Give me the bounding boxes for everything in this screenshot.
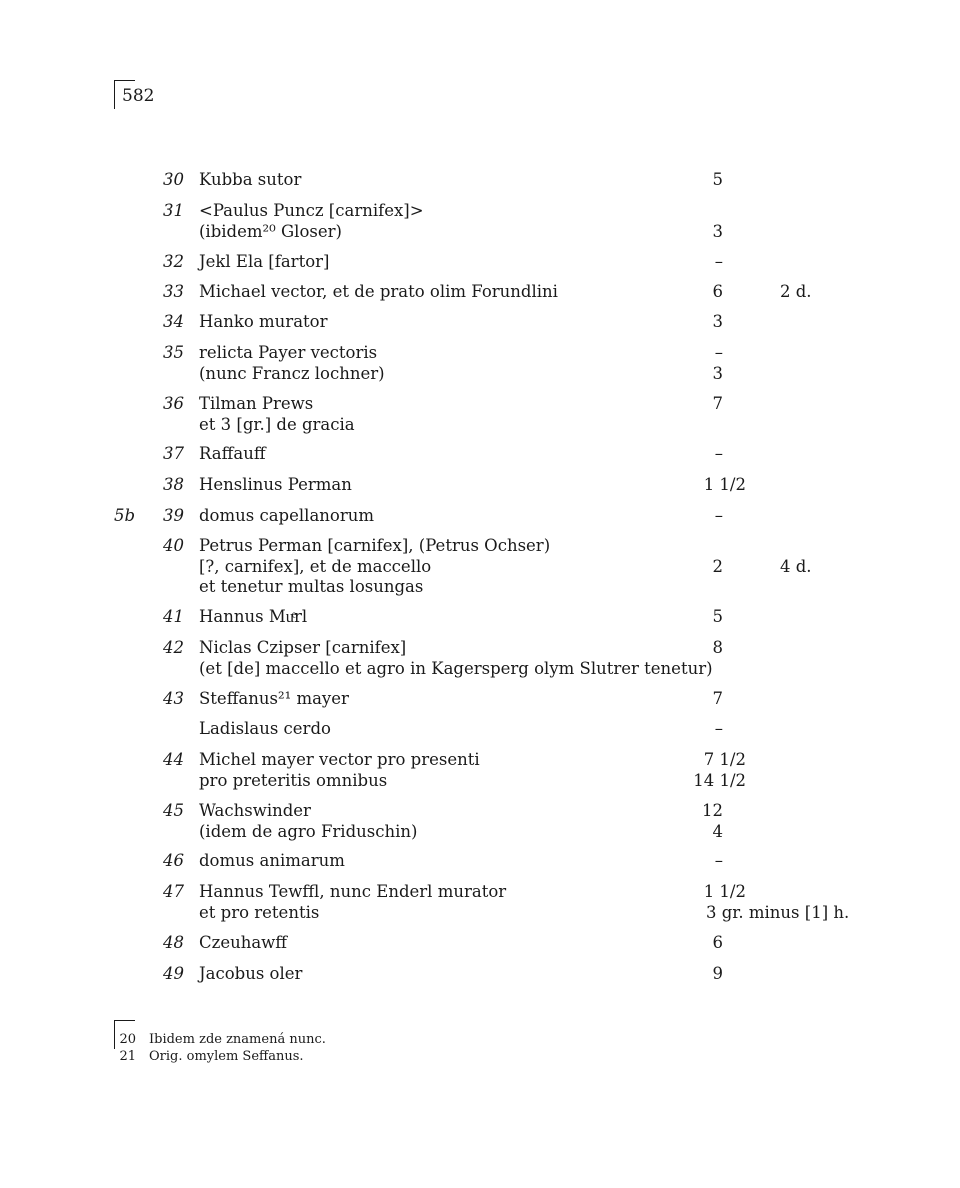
entry-amount: 7 [712,689,723,708]
entry-name: Wachswinder (idem de agro Friduschin) [199,801,418,841]
entry-amount: – [714,252,723,271]
entry-name: relicta Payer vectoris (nunc Francz lochner) [199,343,385,383]
entry-name: <Paulus Puncz [carnifex]> (ibidem²⁰ Gloser) [199,201,424,241]
entry-number: 31 [163,201,184,220]
entry-name: Niclas Czipser [carnifex] (et [de] maccello et agro in Kagersperg olym Slutrer tenetur) [199,638,713,678]
entry-name: Jekl Ela [fartor] [199,252,330,271]
footnote-text: Ibidem zde znamená nunc. [149,1032,326,1047]
entry-amount: 8 [712,638,723,657]
entry-extra-amount: 2 d. [780,282,812,301]
footnote-number: 20 [119,1032,136,1047]
page-number: 582 [122,86,155,106]
entry-amount: 2 [712,556,723,576]
entry-amount: 5 [712,170,723,189]
entry-number: 37 [163,444,184,463]
entry-number: 41 [163,607,184,626]
entry-amount: 1 1/2 [703,882,746,901]
entry-amount: 1 1/2 [703,475,746,494]
entry-number: 36 [163,394,184,413]
entry-name: Michael vector, et de prato olim Forundlini [199,282,558,301]
entry-amount: 5 [712,607,723,626]
entry-extra-amount: 4 d. [780,556,812,576]
entry-number: 49 [163,964,184,983]
entry-number: 39 [163,506,184,525]
entry-amount: 6 [712,933,723,952]
entry-name: Ladislaus cerdo [199,719,331,738]
entry-amount: – [714,444,723,463]
entry-number: 32 [163,252,184,271]
footnote-number: 21 [119,1049,136,1064]
entry-number: 48 [163,933,184,952]
entry-amount: 6 [712,282,723,301]
entry-name: Henslinus Perman [199,475,352,494]
entry-name: domus animarum [199,851,345,870]
entry-name: Michel mayer vector pro presenti pro preteritis omnibus [199,750,480,790]
entry-amount: 3 [712,221,723,241]
entry-amount: – 3 [712,343,723,383]
entry-amount: 7 [712,394,723,413]
footnote-text: Orig. omylem Seffanus. [149,1049,304,1064]
entry-number: 46 [163,851,184,870]
entry-name: Czeuhawff [199,933,288,952]
entry-name: Kubba sutor [199,170,302,189]
entry-amount: 12 4 [702,801,723,841]
entry-amount: – [714,851,723,870]
entry-number: 43 [163,689,184,708]
entry-number: 35 [163,343,184,362]
margin-folio-note: 5b [114,506,136,525]
entry-amount: 9 [712,964,723,983]
entry-number: 30 [163,170,184,189]
entry-name: domus capellanorum [199,506,374,525]
entry-name: Tilman Prews et 3 [gr.] de gracia [199,394,355,434]
entry-number: 38 [163,475,184,494]
entry-number: 44 [163,750,184,769]
entry-number: 42 [163,638,184,657]
entry-number: 33 [163,282,184,301]
entry-name: Hanko murator [199,312,328,331]
entry-amount: – [714,719,723,738]
entry-name: Raffauff [199,444,266,463]
entry-number: 45 [163,801,184,820]
entry-name: Hannus Tewffl, nunc Enderl murator et pro retentis [199,882,507,922]
entry-amount: – [714,506,723,525]
entry-amount: 7 1/2 14 1/2 [693,750,746,790]
entry-number: 34 [163,312,184,331]
entry-number: 40 [163,536,184,555]
entry-amount-retained: 3 gr. minus [1] h. [706,902,850,922]
entry-amount: 3 [712,312,723,331]
entry-name: Hannus Muͤrl [199,607,308,626]
entry-name: Steffanus²¹ mayer [199,689,349,708]
entry-number: 47 [163,882,184,901]
entry-name: Petrus Perman [carnifex], (Petrus Ochser) [?, carnifex], et de maccello et tenetur multas losungas [199,536,551,596]
entry-name: Jacobus oler [199,964,303,983]
